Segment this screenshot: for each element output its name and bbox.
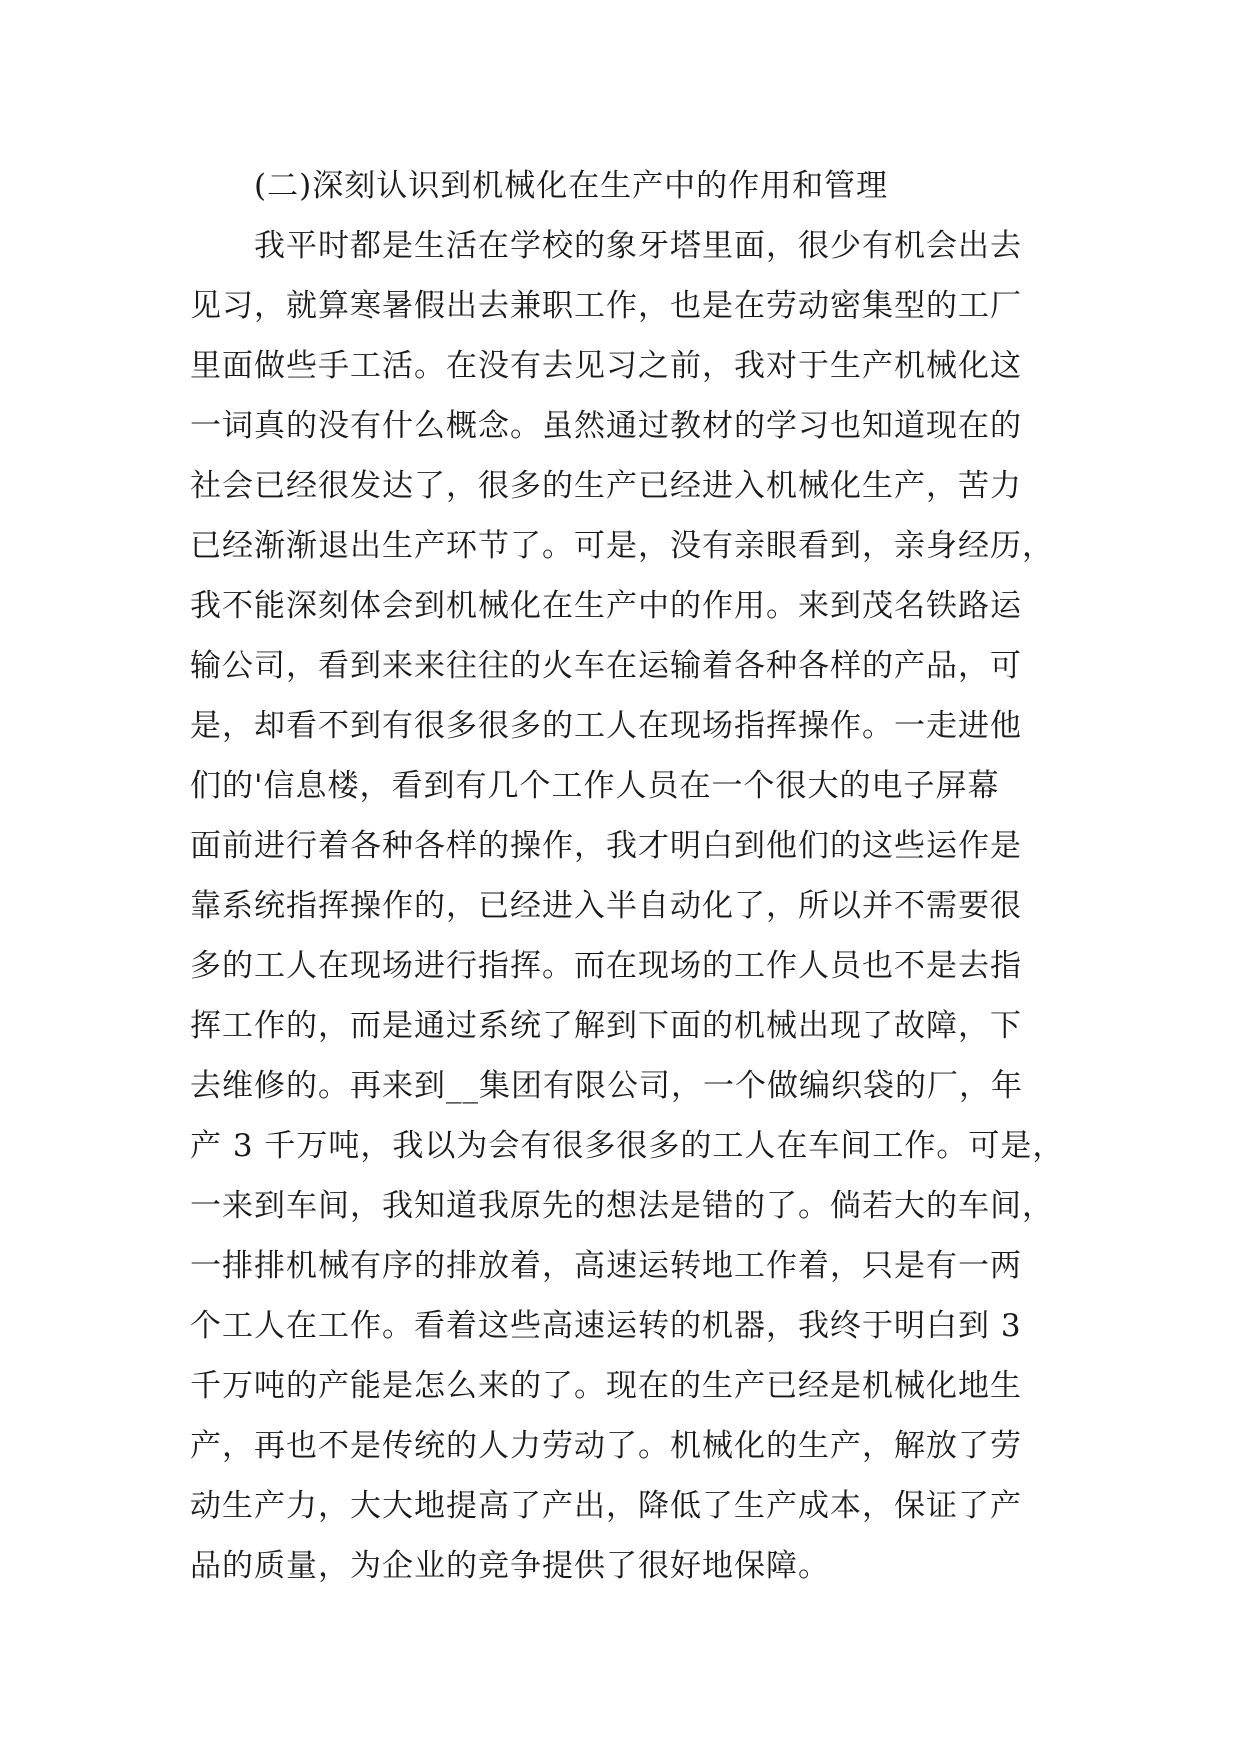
document-body xyxy=(190,156,1065,1596)
paragraph-line: 品的质量，为企业的竞争提供了很好地保障。 xyxy=(190,1548,830,1584)
paragraph-line: 见习，就算寒暑假出去兼职工作，也是在劳动密集型的工厂 xyxy=(190,288,1022,324)
paragraph-line: 里面做些手工活。在没有去见习之前，我对于生产机械化这 xyxy=(190,348,1022,384)
paragraph-line: 靠系统指挥操作的，已经进入半自动化了，所以并不需要很 xyxy=(190,888,1022,924)
paragraph-line: 一排排机械有序的排放着，高速运转地工作着，只是有一两 xyxy=(190,1248,1022,1284)
paragraph-line: 千万吨的产能是怎么来的了。现在的生产已经是机械化地生 xyxy=(190,1368,1022,1404)
paragraph-line: 我平时都是生活在学校的象牙塔里面，很少有机会出去 xyxy=(254,228,1022,264)
section-heading: (二)深刻认识到机械化在生产中的作用和管理 xyxy=(254,168,889,204)
paragraph-line: 产，再也不是传统的人力劳动了。机械化的生产，解放了劳 xyxy=(190,1428,1022,1464)
paragraph-line: 是，却看不到有很多很多的工人在现场指挥操作。一走进他 xyxy=(190,708,1022,744)
paragraph-line: 面前进行着各种各样的操作，我才明白到他们的这些运作是 xyxy=(190,828,1022,864)
paragraph-line: 们的'信息楼，看到有几个工作人员在一个很大的电子屏幕 xyxy=(190,768,1000,804)
paragraph-line: 个工人在工作。看着这些高速运转的机器，我终于明白到 3 xyxy=(190,1308,1022,1344)
paragraph-line: 去维修的。再来到__集团有限公司，一个做编织袋的厂，年 xyxy=(190,1068,1023,1104)
paragraph-line: 一来到车间，我知道我原先的想法是错的了。倘若大的车间， xyxy=(190,1188,1054,1224)
paragraph-line: 社会已经很发达了，很多的生产已经进入机械化生产，苦力 xyxy=(190,468,1022,504)
paragraph-line: 输公司，看到来来往往的火车在运输着各种各样的产品，可 xyxy=(190,648,1022,684)
paragraph-line: 一词真的没有什么概念。虽然通过教材的学习也知道现在的 xyxy=(190,408,1022,444)
paragraph-line: 我不能深刻体会到机械化在生产中的作用。来到茂名铁路运 xyxy=(190,588,1022,624)
paragraph-line: 已经渐渐退出生产环节了。可是，没有亲眼看到，亲身经历， xyxy=(190,528,1054,564)
paragraph-line: 动生产力，大大地提高了产出，降低了生产成本，保证了产 xyxy=(190,1488,1022,1524)
paragraph-line: 多的工人在现场进行指挥。而在现场的工作人员也不是去指 xyxy=(190,948,1022,984)
paragraph-line: 挥工作的，而是通过系统了解到下面的机械出现了故障，下 xyxy=(190,1008,1022,1044)
paragraph-line: 产 3 千万吨，我以为会有很多很多的工人在车间工作。可是， xyxy=(190,1128,1065,1164)
